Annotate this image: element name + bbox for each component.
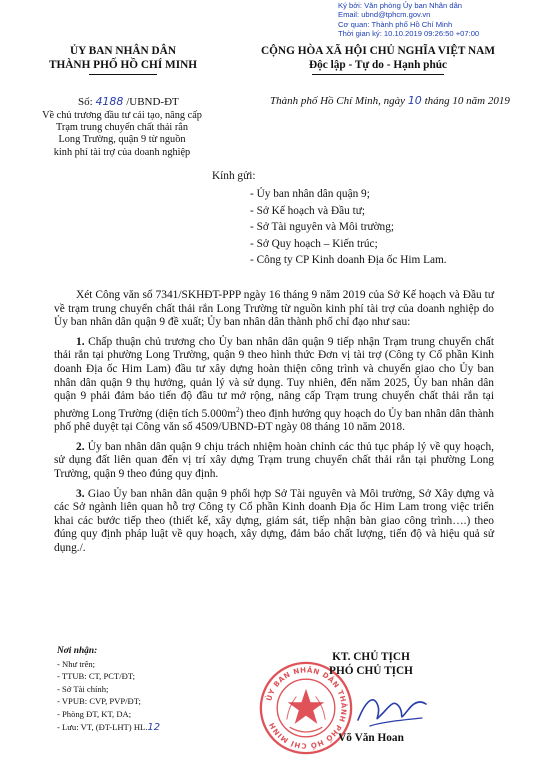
recipient-item: - Sở Kế hoạch và Đầu tư;: [250, 204, 365, 217]
recipients-list: [250, 186, 447, 269]
document-date-day-handwritten: 10: [407, 94, 422, 107]
distribution-item: - Sở Tài chính;: [57, 683, 109, 694]
subject-line: Về chủ trương đầu tư cải tạo, nâng cấp: [42, 110, 202, 121]
digital-signature-signer: Ký bởi: Văn phòng Ủy ban Nhân dân: [338, 1, 463, 10]
document-subject: [32, 110, 212, 159]
directive-number: 1.: [76, 335, 85, 348]
digital-signature-email: Email: ubnd@tphcm.gov.vn: [338, 10, 431, 20]
digital-signature-agency: Cơ quan: Thành phố Hồ Chí Minh: [338, 19, 453, 29]
recipient-item: - Ủy ban nhân dân quận 9;: [250, 188, 370, 200]
digital-signature-time: Thời gian ký: 10.10.2019 09:26:50 +07:00: [338, 29, 480, 39]
subject-line: Long Trường, quận 9 từ nguồn: [58, 134, 186, 146]
directive-item-1: [54, 336, 494, 435]
recipients-label: Kính gửi:: [212, 170, 256, 182]
national-motto: Độc lập - Tự do - Hạnh phúc: [308, 59, 448, 71]
subject-line: kinh phí tài trợ của doanh nghiệp: [53, 146, 191, 158]
signer-authority: KT. CHỦ TỊCH: [332, 651, 410, 663]
issuing-agency: [38, 44, 208, 75]
directive-text-continued: ) theo định hướng quy hoạch do Ủy ban nhân dân thành phố phê duyệt tại Công văn số 4509/UBND-ĐT ngày 08 tháng 10 năm 2018.: [54, 407, 495, 434]
directive-text: Giao Ủy ban nhân dân quận 9 phối hợp Sở Tài nguyên và Môi trường, Sở Xây dựng và các Sở ngành liên quan hỗ trợ Công ty Cổ phần Kinh doanh Địa ốc Him Lam trong việc triển khai các bước tiếp theo (thiết kế, xây dựng, giám sát, tiếp nhận bàn giao công trình….) theo đúng quy định pháp luật về quy hoạch, xây dựng, đảm bảo chất lượng, tiến độ và hiệu quả sử dụng./.: [54, 487, 494, 554]
distribution-archive: - Lưu: VT, (ĐT-LHT) HL.: [57, 721, 148, 732]
digital-signature-box: [336, 0, 539, 38]
document-date: [270, 94, 510, 107]
directive-text: Ủy ban nhân dân quận 9 chịu trách nhiệm hoàn chỉnh các thủ tục pháp lý về quy hoạch, sử dụng đất liên quan đến vị trí xây dựng Trạm trung chuyển chất thải rắn tại phường Long Trường, quận 9 theo đúng quy định.: [54, 440, 494, 480]
intro-paragraph: Xét Công văn số 7341/SKHĐT-PPP ngày 16 tháng 9 năm 2019 của Sở Kế hoạch và Đầu tư về trạm trung chuyển chất thải rắn Long Trường từ nguồn kinh phí tài trợ của doanh nghiệp do Ủy ban nhân dân quận 9 đề xuất; Ủy ban nhân dân thành phố chỉ đạo như sau:: [54, 289, 494, 329]
recipient-item: - Sở Tài nguyên và Môi trường;: [250, 221, 394, 233]
document-number: [78, 95, 179, 108]
national-title: CỘNG HÒA XÃ HỘI CHỦ NGHĨA VIỆT NAM: [260, 45, 496, 57]
document-date-middle: tháng: [421, 95, 453, 107]
document-date-prefix: Thành phố Hồ Chí Minh, ngày: [270, 95, 408, 107]
copy-count-handwritten: 12: [147, 721, 161, 733]
distribution-title: Nơi nhận:: [57, 646, 98, 656]
seal-text: ỦY BAN NHÂN DÂN THÀNH PHỐ HỒ CHÍ MINH: [264, 665, 349, 751]
header-right-underline: [312, 74, 444, 75]
distribution-list: [57, 645, 160, 734]
directive-item-2: [54, 441, 494, 482]
directive-item-3: [54, 488, 494, 556]
signer-title: PHÓ CHỦ TỊCH: [329, 665, 413, 677]
distribution-item: - TTUB: CT, PCT/ĐT;: [57, 671, 135, 682]
recipient-item: - Sở Quy hoạch – Kiến trúc;: [250, 237, 378, 250]
document-body: [54, 289, 494, 555]
document-number-handwritten: 4188: [95, 95, 124, 108]
distribution-item: - Như trên;: [57, 658, 96, 669]
recipient-item: - Công ty CP Kinh doanh Địa ốc Him Lam.: [250, 254, 447, 266]
directive-number: 2.: [76, 440, 85, 453]
signer-name: Võ Văn Hoan: [338, 732, 404, 744]
document-number-suffix: /UBND-ĐT: [123, 96, 179, 108]
issuing-agency-line1: ỦY BAN NHÂN DÂN: [70, 45, 176, 57]
national-header: [244, 44, 512, 75]
distribution-item: [57, 721, 160, 735]
header-left-underline: [89, 74, 157, 75]
distribution-item: - Phòng ĐT, KT, DA;: [57, 708, 132, 719]
issuing-agency-line2: THÀNH PHỐ HỒ CHÍ MINH: [48, 59, 198, 71]
distribution-item: - VPUB: CVP, PVP/ĐT;: [57, 696, 141, 707]
directive-text: Chấp thuận chủ trương cho Ủy ban nhân dân quận 9 tiếp nhận Trạm trung chuyển chất thải rắn tại phường Long Trường, quận 9 theo hình thức Đơn vị tài trợ (Công ty Cổ phần Kinh doanh Địa ốc Him Lam) đầu tư xây dựng hoàn thiện công trình và chuyển giao cho Ủy ban nhân dân quận 9 thụ hưởng, quản lý và sử dụng. Tuy nhiên, đến năm 2025, Ủy ban nhân dân quận 9 phải đảm bảo tiến độ đầu tư mở rộng, nâng cấp Trạm trung chuyển chất thải rắn tại phường Long Trường (diện tích 5.000m: [54, 335, 494, 420]
unit-superscript: 2: [236, 405, 240, 414]
subject-line: Trạm trung chuyển chất thải rắn: [55, 122, 188, 134]
document-number-prefix: Số:: [78, 96, 96, 108]
document-date-month-year: 10 năm 2019: [452, 95, 510, 107]
signer-block: [296, 650, 446, 678]
directive-number: 3.: [76, 487, 85, 500]
handwritten-signature-icon: [352, 680, 432, 736]
